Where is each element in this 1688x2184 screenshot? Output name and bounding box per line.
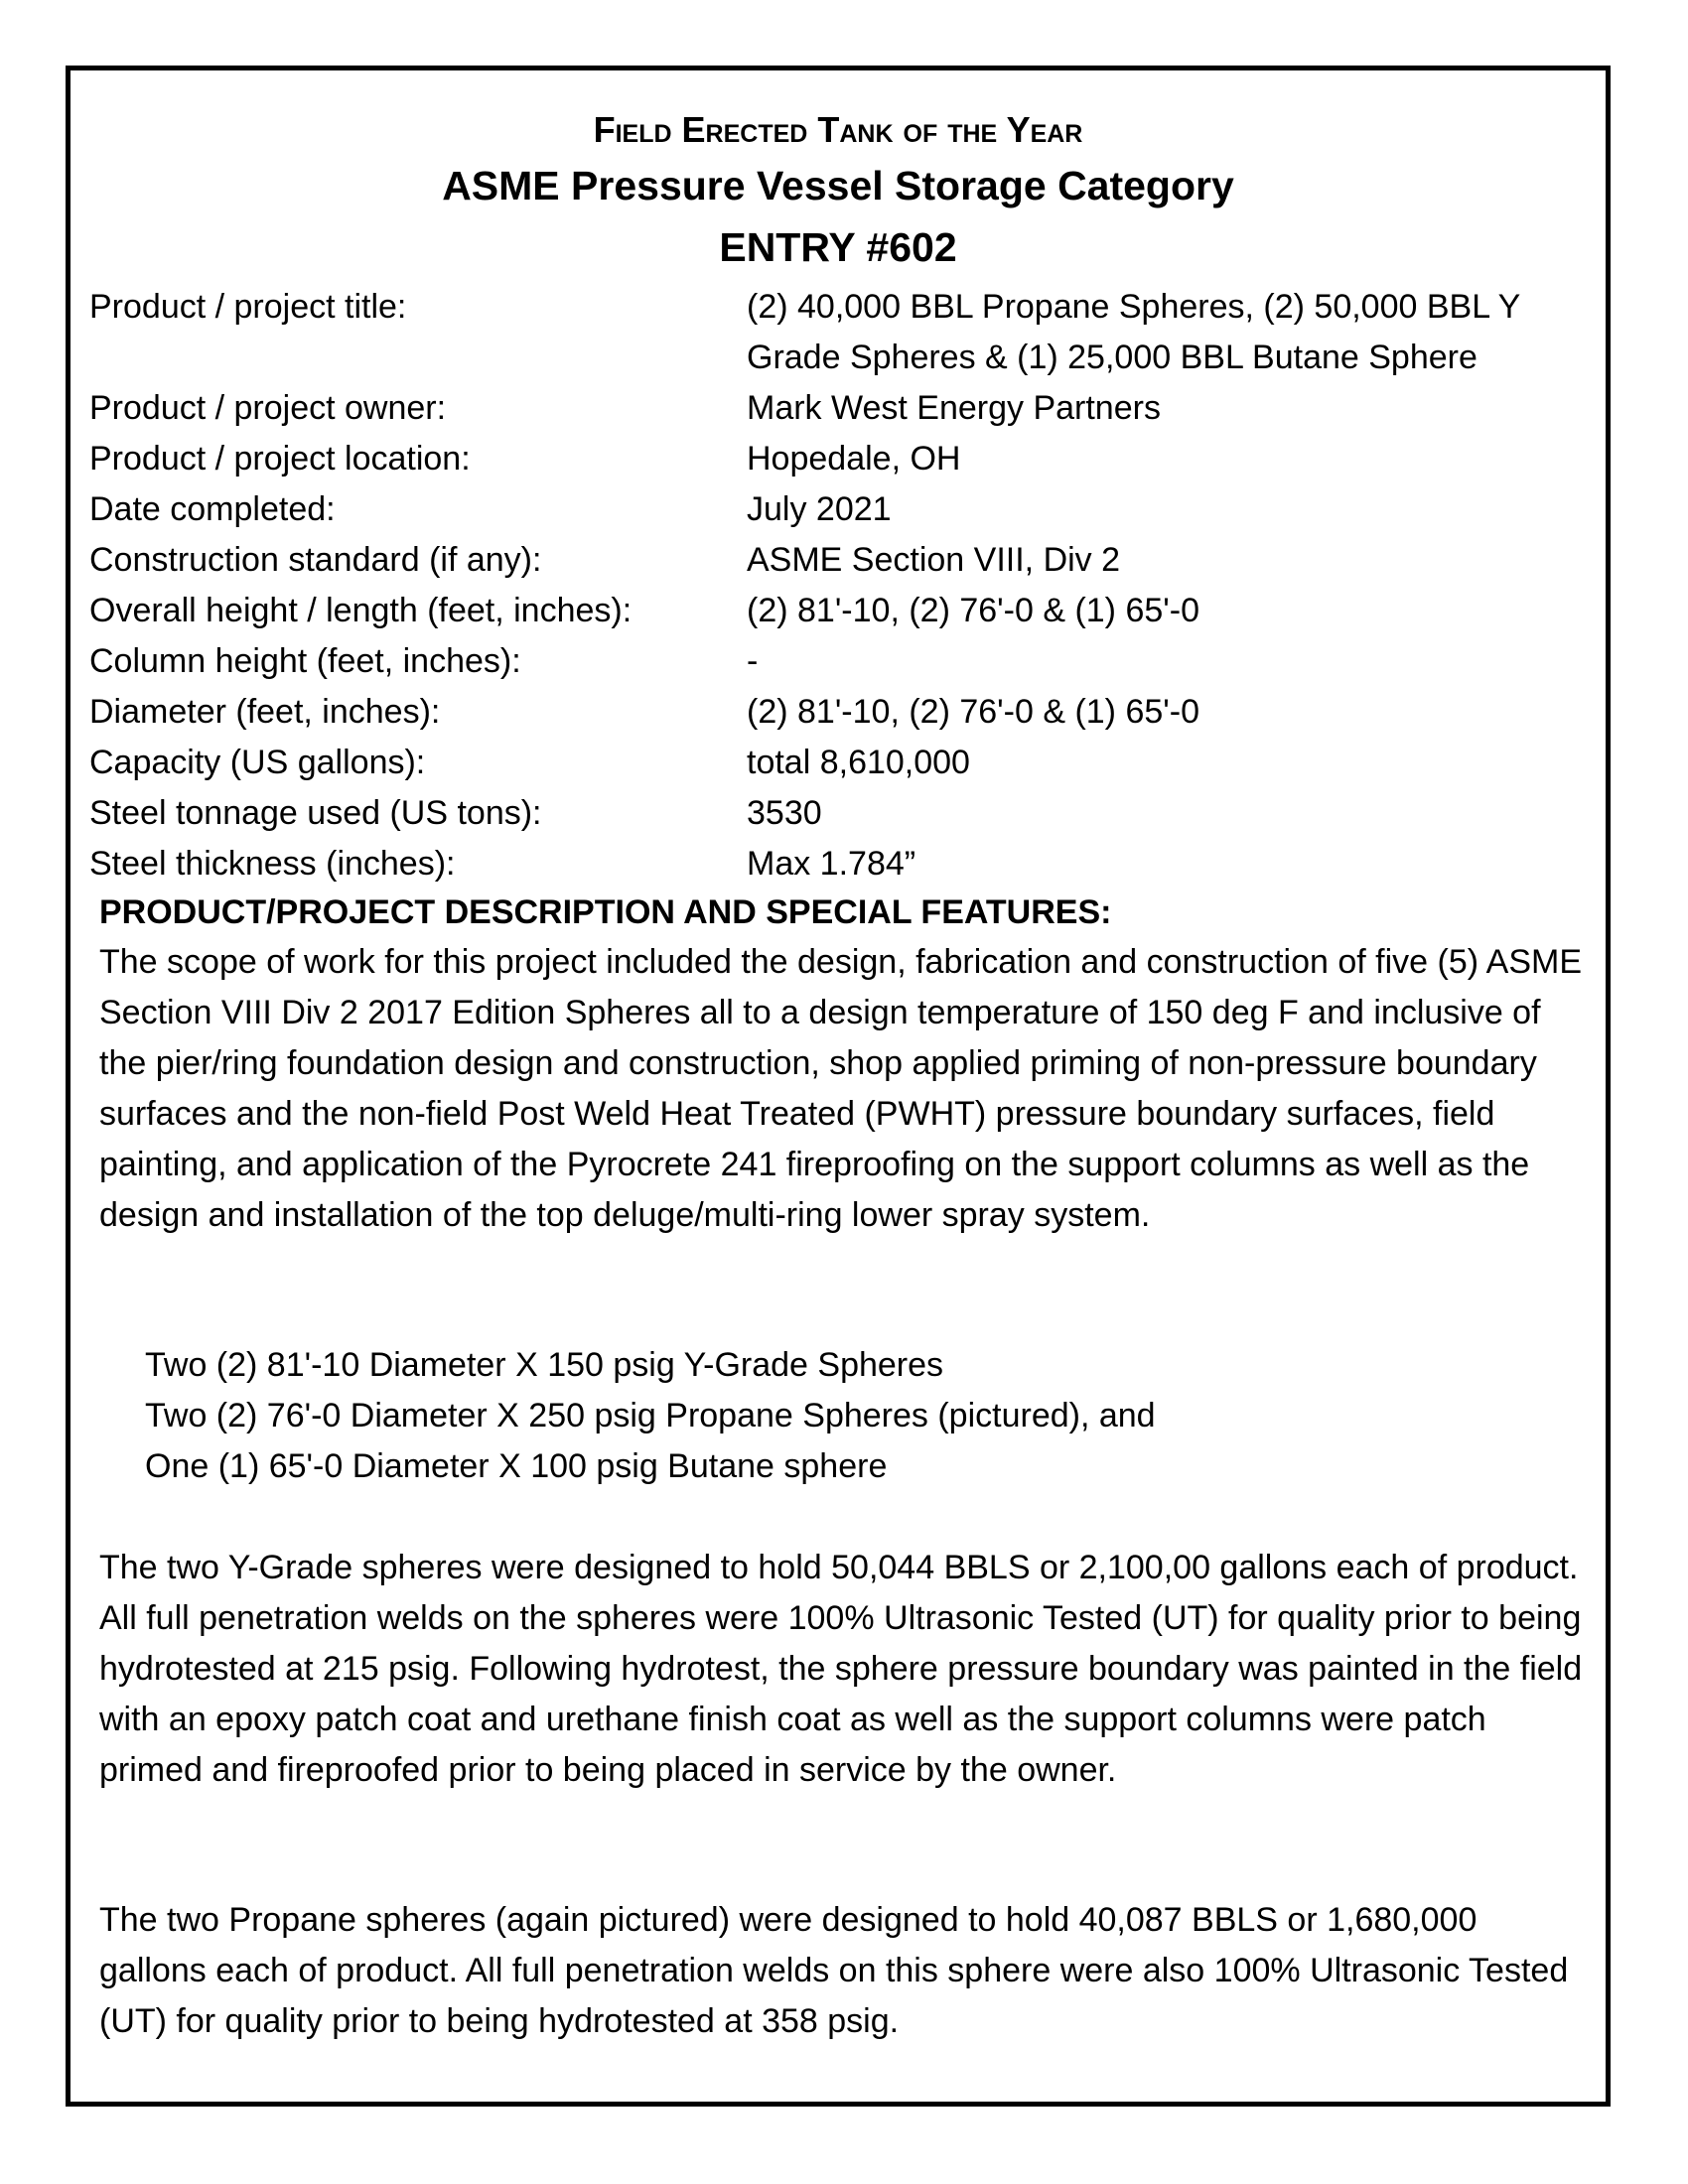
field-row-thickness	[89, 839, 1579, 889]
field-label: Steel thickness (inches):	[89, 845, 456, 883]
field-row-location	[89, 434, 1579, 484]
field-label: Construction standard (if any):	[89, 541, 542, 579]
field-label: Diameter (feet, inches):	[89, 693, 441, 731]
field-row-tonnage	[89, 788, 1579, 839]
project-fields	[89, 282, 1579, 889]
field-value: -	[747, 642, 759, 680]
field-value: July 2021	[747, 490, 892, 528]
field-row-standard	[89, 535, 1579, 586]
field-row-diameter	[89, 687, 1579, 738]
description-paragraph-propane: The two Propane spheres (again pictured) were designed to hold 40,087 BBLS or 1,680,000 gallons each of product. All full penetration welds on this sphere were also 100% Ultrasonic Tested (UT) for quality prior to being hydrotested at 358 psig.	[99, 1901, 1569, 2040]
field-row-title	[89, 282, 1579, 383]
field-label: Product / project title:	[89, 288, 407, 326]
field-value: (2) 40,000 BBL Propane Spheres, (2) 50,000 BBL Y Grade Spheres & (1) 25,000 BBL Butane Sphere	[747, 288, 1520, 376]
field-value: 3530	[747, 794, 822, 832]
field-label: Product / project location:	[89, 440, 471, 478]
field-row-date	[89, 484, 1579, 535]
field-value: (2) 81'-10, (2) 76'-0 & (1) 65'-0	[747, 592, 1199, 629]
field-label: Steel tonnage used (US tons):	[89, 794, 542, 832]
field-value: Hopedale, OH	[747, 440, 961, 478]
field-row-height	[89, 586, 1579, 636]
description-heading: PRODUCT/PROJECT DESCRIPTION AND SPECIAL FEATURES:	[99, 893, 1112, 931]
list-item: One (1) 65'-0 Diameter X 100 psig Butane sphere	[145, 1447, 888, 1485]
category-subtitle: ASME Pressure Vessel Storage Category	[442, 163, 1234, 208]
entry-number: ENTRY #602	[719, 224, 957, 270]
list-item: Two (2) 81'-10 Diameter X 150 psig Y-Grade Spheres	[145, 1346, 944, 1384]
field-row-owner	[89, 383, 1579, 434]
field-value: ASME Section VIII, Div 2	[747, 541, 1121, 579]
field-value: Max 1.784”	[747, 845, 916, 883]
field-label: Capacity (US gallons):	[89, 744, 426, 781]
field-row-column-height	[89, 636, 1579, 687]
list-item: Two (2) 76'-0 Diameter X 250 psig Propane Spheres (pictured), and	[145, 1397, 1156, 1434]
field-label: Overall height / length (feet, inches):	[89, 592, 633, 629]
field-row-capacity	[89, 738, 1579, 788]
description-paragraph-scope: The scope of work for this project included the design, fabrication and construction of five (5) ASME Section VIII Div 2 2017 Edition Spheres all to a design temperature of 150 deg F and inclusive of the pier/ring foundation design and construction, shop applied priming of non-pressure boundary surfaces and the non-field Post Weld Heat Treated (PWHT) pressure boundary surfaces, field painting, and application of the Pyrocrete 241 fireproofing on the support columns as well as the design and installation of the top deluge/multi-ring lower spray system.	[99, 943, 1582, 1234]
field-value: total 8,610,000	[747, 744, 970, 781]
field-label: Column height (feet, inches):	[89, 642, 521, 680]
field-label: Date completed:	[89, 490, 336, 528]
sphere-list	[145, 1340, 1156, 1492]
award-category-title: Field Erected Tank of the Year	[593, 109, 1083, 150]
field-value: (2) 81'-10, (2) 76'-0 & (1) 65'-0	[747, 693, 1199, 731]
description-paragraph-ygrade: The two Y-Grade spheres were designed to hold 50,044 BBLS or 2,100,00 gallons each of product. All full penetration welds on the spheres were 100% Ultrasonic Tested (UT) for quality prior to being hydrotested at 215 psig. Following hydrotest, the sphere pressure boundary was painted in the field with an epoxy patch coat and urethane finish coat as well as the support columns were patch primed and fireproofed prior to being placed in service by the owner.	[99, 1549, 1583, 1789]
field-value: Mark West Energy Partners	[747, 389, 1161, 427]
field-label: Product / project owner:	[89, 389, 447, 427]
